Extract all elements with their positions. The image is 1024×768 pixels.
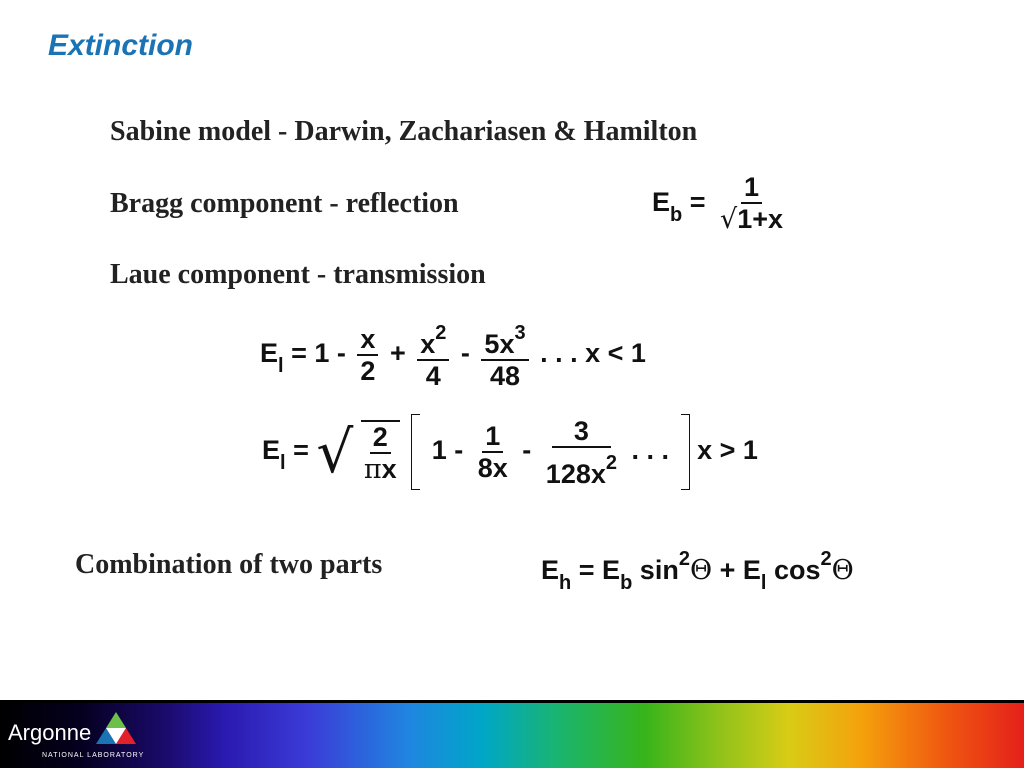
argonne-logo-subtext: NATIONAL LABORATORY (42, 752, 145, 759)
laue-component-line: Laue component - transmission (110, 259, 486, 290)
fraction-3-over-128x2: $\frac{3}{128x^2}$ (545, 415, 617, 489)
footer-divider (0, 700, 1024, 703)
right-bracket (681, 414, 690, 490)
argonne-logo-text: Argonne (8, 720, 92, 745)
fraction-5x3-over-48: $\frac{5x^3}{48}$ (481, 318, 528, 391)
combination-line: Combination of two parts (75, 549, 383, 580)
eb-symbol: $E_b$ (652, 186, 683, 226)
fraction-2-over-pi-x: $\frac{2}{\pi x}$ (361, 420, 400, 485)
fraction-x2-over-4: $\frac{x^2}{4}$ (417, 318, 449, 391)
slide-title: Extinction (48, 29, 194, 62)
combination-equation: $E_h = E_b$ $\sin^2\Theta + E_l$ $\cos^2\Theta$ (541, 548, 854, 594)
left-bracket (411, 414, 420, 490)
square-root-icon: √ (316, 418, 354, 486)
bragg-component-line: Bragg component - reflection (110, 188, 459, 219)
bragg-fraction: $\frac{1}{√1+x}$ (720, 172, 784, 235)
square-root-icon: √ (720, 204, 738, 235)
fraction-x-over-2: $\frac{x}{2}$ (357, 324, 378, 386)
laue-equation-small-x: $E_l = 1$ - $\frac{x}{2}$ + $\frac{x^2}{4}$ - $\frac{5x^3}{48}$ . . . x < 1 (260, 318, 646, 391)
bragg-equation (652, 172, 790, 235)
equals-sign: = (689, 186, 706, 217)
laue-equation-large-x: $E_l$ = √ $\frac{2}{\pi x}$ 1 - $\frac{1}{8x}$ - $\frac{3}{128x^2}$ . . . x > 1 (262, 415, 758, 489)
fraction-1-over-8x: $\frac{1}{8x}$ (477, 421, 508, 483)
footer-spectrum-bar (0, 700, 1024, 768)
argonne-triangle-logo-icon (96, 710, 136, 746)
sabine-model-line: Sabine model - Darwin, Zachariasen & Hamilton (110, 116, 698, 147)
